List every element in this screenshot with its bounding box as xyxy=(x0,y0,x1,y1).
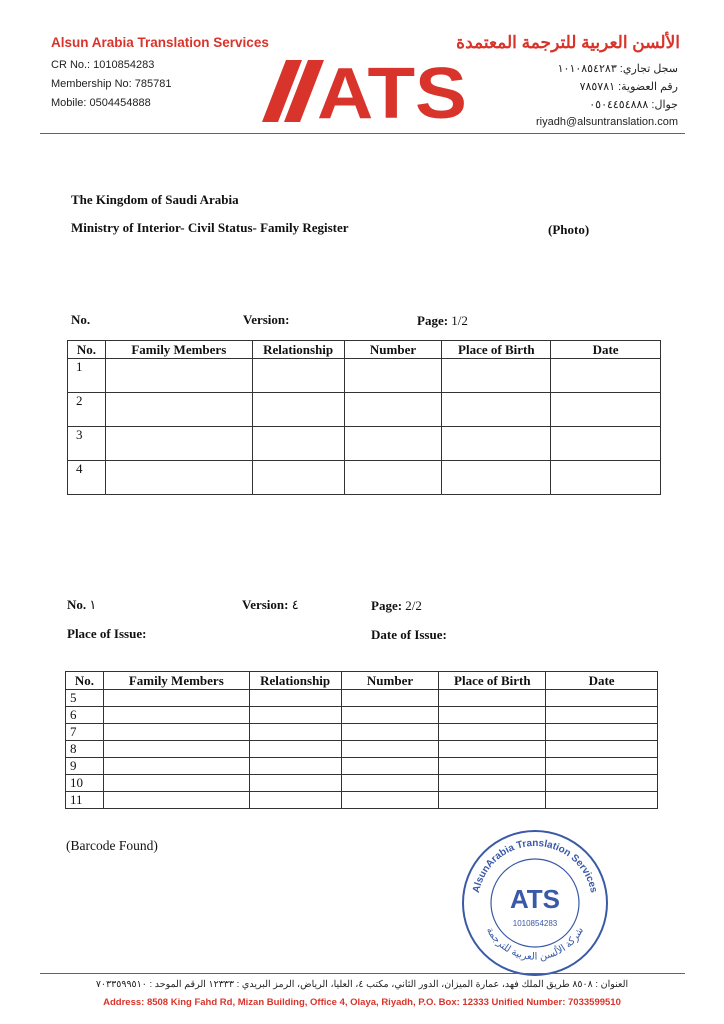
table-row xyxy=(66,775,658,792)
row-number: 6 xyxy=(66,707,104,724)
barcode-note: (Barcode Found) xyxy=(66,838,158,853)
footer-address-ar: العنوان : ٨٥٠٨ طريق الملك فهد، عمارة الميزان، الدور الثاني، مكتب ٤، العليا، الرياض، الرمز البريدي : ١٢٣٣٣ الرقم الموحد : ٧٠٣٣٥٩٩٥١٠ xyxy=(95,979,629,990)
stamp-number: 1010854283 xyxy=(512,919,558,928)
row-number: 7 xyxy=(66,724,104,741)
ats-logo xyxy=(262,56,472,122)
col-relationship-header: Relationship xyxy=(252,341,344,359)
col-no-header: No. xyxy=(66,672,104,690)
place-of-issue-label: Place of Issue: xyxy=(67,626,147,641)
membership-number: Membership No: 785781 xyxy=(51,78,172,90)
cr-number: CR No.: 1010854283 xyxy=(51,59,155,71)
table-header-row xyxy=(68,341,661,359)
ministry-title: Ministry of Interior- Civil Status- Family Register xyxy=(71,220,349,235)
stamp-logo: ATS xyxy=(509,884,561,914)
membership-number-ar: رقم العضوية: ٧٨٥٧٨١ xyxy=(579,81,678,93)
page2-version xyxy=(242,597,299,613)
table-row xyxy=(66,758,658,775)
mobile-number-ar: جوال: ٠٥٠٤٤٥٤٨٨٨ xyxy=(589,99,678,111)
page2-page-value: 2/2 xyxy=(405,598,422,613)
page2-version-value: ٤ xyxy=(291,597,299,612)
col-place-of-birth-header: Place of Birth xyxy=(439,672,546,690)
country-title: The Kingdom of Saudi Arabia xyxy=(71,192,239,207)
date-of-issue-label: Date of Issue: xyxy=(371,627,447,642)
page1-page-value: 1/2 xyxy=(451,313,468,328)
table-row xyxy=(68,461,661,495)
row-number: 4 xyxy=(68,461,106,495)
photo-placeholder: (Photo) xyxy=(548,222,590,237)
col-date-header: Date xyxy=(546,672,658,690)
col-date-header: Date xyxy=(551,341,661,359)
page1-no-label: No. xyxy=(71,312,91,327)
page2-page xyxy=(371,598,422,614)
row-number: 2 xyxy=(68,393,106,427)
table-row xyxy=(66,792,658,809)
row-number: 3 xyxy=(68,427,106,461)
table-row xyxy=(68,393,661,427)
company-name-en: Alsun Arabia Translation Services xyxy=(51,35,269,50)
stamp-text-ar: شركة الألسن العربية للترجمة xyxy=(483,925,587,963)
table-header-row xyxy=(66,672,658,690)
table-row xyxy=(66,741,658,758)
table-row xyxy=(68,427,661,461)
table-row xyxy=(66,724,658,741)
row-number: 11 xyxy=(66,792,104,809)
page2-version-label: Version: xyxy=(242,597,289,612)
company-name-ar: الألسن العربية للترجمة المعتمدة xyxy=(456,33,680,52)
col-relationship-header: Relationship xyxy=(249,672,341,690)
row-number: 5 xyxy=(66,690,104,707)
col-family-members-header: Family Members xyxy=(105,341,252,359)
email-address: riyadh@alsuntranslation.com xyxy=(535,116,678,128)
col-number-header: Number xyxy=(344,341,442,359)
col-place-of-birth-header: Place of Birth xyxy=(442,341,551,359)
row-number: 10 xyxy=(66,775,104,792)
col-no-header: No. xyxy=(68,341,106,359)
row-number: 1 xyxy=(68,359,106,393)
footer-address-en: Address: 8508 King Fahd Rd, Mizan Building, Office 4, Olaya, Riyadh, P.O. Box: 12333 Unified Number: 7033599510 xyxy=(103,997,621,1008)
logo-text: ATS xyxy=(317,56,467,122)
page2-no xyxy=(67,597,96,613)
mobile-number: Mobile: 0504454888 xyxy=(51,97,151,109)
family-table-page2 xyxy=(65,671,658,809)
col-family-members-header: Family Members xyxy=(103,672,249,690)
table-row xyxy=(66,707,658,724)
page1-version-label: Version: xyxy=(243,312,290,327)
cr-number-ar: سجل تجاري: ١٠١٠٨٥٤٢٨٣ xyxy=(557,63,678,75)
row-number: 9 xyxy=(66,758,104,775)
page2-page-label: Page: xyxy=(371,598,403,613)
page2-no-label: No. xyxy=(67,597,87,612)
table-row xyxy=(68,359,661,393)
page2-no-value: ١ xyxy=(89,597,97,612)
row-number: 8 xyxy=(66,741,104,758)
col-number-header: Number xyxy=(341,672,439,690)
family-table-page1 xyxy=(67,340,661,495)
company-stamp xyxy=(460,828,610,978)
footer-divider xyxy=(40,973,685,974)
header-divider xyxy=(40,133,685,134)
stamp-text-en: AlsunArabia Translation Services xyxy=(470,837,600,894)
page1-page-label: Page: xyxy=(417,313,449,328)
page1-page xyxy=(417,313,468,329)
table-row xyxy=(66,690,658,707)
